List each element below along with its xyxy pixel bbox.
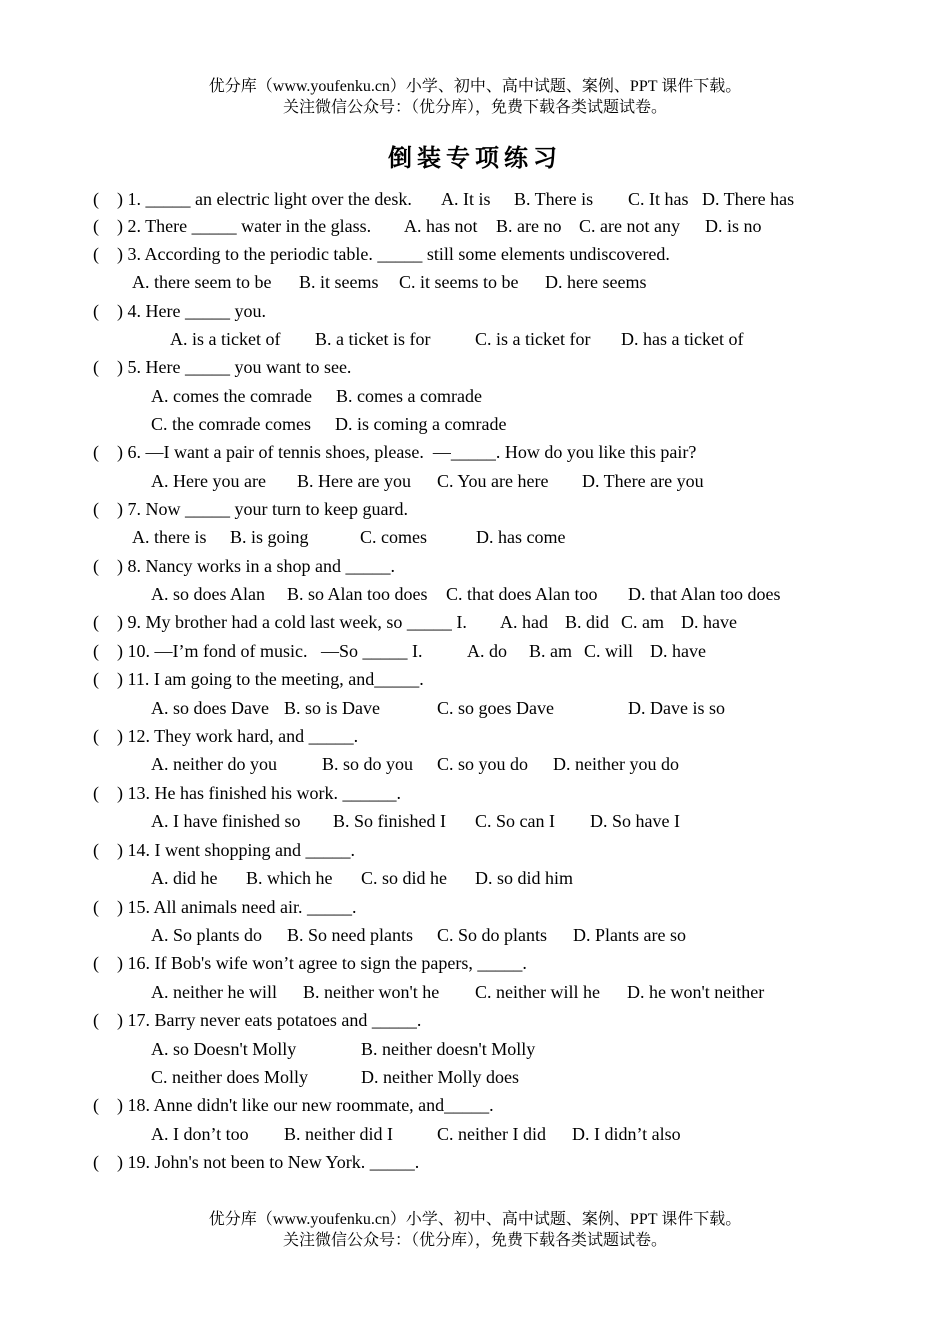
question-stem: ( ) 11. I am going to the meeting, and_____. <box>93 669 424 689</box>
question-1 <box>0 185 795 213</box>
option-d: D. Plants are so <box>573 925 686 945</box>
option-d: D. is coming a comrade <box>335 414 507 434</box>
option-a: A. neither he will <box>151 982 277 1002</box>
question-stem: ( ) 5. Here _____ you want to see. <box>93 357 352 377</box>
option-b: B. So finished I <box>333 811 447 831</box>
option-b: B. Here are you <box>297 471 411 491</box>
question-stem: ( ) 14. I went shopping and _____. <box>93 840 355 860</box>
option-d: D. neither Molly does <box>361 1067 519 1087</box>
option-d: D. I didn’t also <box>572 1124 681 1144</box>
option-b: B. are no <box>496 216 562 236</box>
option-b: B. am <box>529 641 572 661</box>
option-a: A. It is <box>441 189 491 209</box>
option-a: A. I have finished so <box>151 811 301 831</box>
question-6-options <box>0 467 704 495</box>
question-stem: ( ) 1. _____ an electric light over the desk. <box>93 189 412 209</box>
header-line-2: 关注微信公众号：（优分库），免费下载各类试题试卷。 <box>282 99 667 116</box>
option-d: D. has a ticket of <box>621 329 744 349</box>
question-stem: ( ) 4. Here _____ you. <box>93 301 266 321</box>
question-10 <box>0 637 706 665</box>
option-a: A. comes the comrade <box>151 386 312 406</box>
option-a: A. did he <box>151 868 218 888</box>
question-3 <box>0 240 670 268</box>
option-b: B. So need plants <box>287 925 413 945</box>
option-c: C. that does Alan too <box>446 584 598 604</box>
option-d: D. have <box>681 612 737 632</box>
option-a: A. neither do you <box>151 754 277 774</box>
question-9 <box>0 608 737 636</box>
option-d: D. here seems <box>545 272 647 292</box>
footer-line-1: 优分库（www.youfenku.cn）小学、初中、高中试题、案例、PPT 课件下载。 <box>208 1211 742 1228</box>
option-d: D. so did him <box>475 868 574 888</box>
question-3-options <box>0 268 647 296</box>
question-13-options <box>0 807 680 835</box>
option-a: A. there is <box>132 527 207 547</box>
option-c: C. So do plants <box>437 925 548 945</box>
option-a: A. so Doesn't Molly <box>151 1039 297 1059</box>
option-d: D. have <box>650 641 706 661</box>
option-c: C. neither will he <box>475 982 600 1002</box>
option-c: C. the comrade comes <box>151 414 311 434</box>
option-b: B. neither did I <box>284 1124 393 1144</box>
option-b: B. it seems <box>299 272 379 292</box>
question-6 <box>0 438 697 466</box>
option-a: A. is a ticket of <box>170 329 281 349</box>
option-b: B. a ticket is for <box>315 329 431 349</box>
question-7-options <box>0 523 566 551</box>
question-stem: ( ) 15. All animals need air. _____. <box>93 897 357 917</box>
option-c: C. is a ticket for <box>475 329 591 349</box>
question-16-options <box>0 978 765 1006</box>
question-7 <box>0 495 408 523</box>
question-stem: ( ) 13. He has finished his work. ______. <box>93 783 401 803</box>
option-b: B. There is <box>514 189 594 209</box>
question-stem: ( ) 18. Anne didn't like our new roommate, and_____. <box>93 1095 494 1115</box>
question-stem: ( ) 7. Now _____ your turn to keep guard. <box>93 499 408 519</box>
option-b: B. so is Dave <box>284 698 380 718</box>
option-d: D. So have I <box>590 811 680 831</box>
question-5 <box>0 353 352 381</box>
question-16 <box>0 949 527 977</box>
question-8-options <box>0 580 781 608</box>
question-19 <box>0 1148 420 1176</box>
header-line-1: 优分库（www.youfenku.cn）小学、初中、高中试题、案例、PPT 课件下载。 <box>208 78 742 95</box>
question-5-options-ab <box>0 382 482 410</box>
option-d: D. neither you do <box>553 754 679 774</box>
question-stem: ( ) 3. According to the periodic table. _____ still some elements undiscovered. <box>93 244 670 264</box>
option-a: A. had <box>500 612 548 632</box>
option-a: A. has not <box>404 216 478 236</box>
option-d: D. There has <box>702 189 795 209</box>
question-2 <box>0 212 762 240</box>
option-d: D. that Alan too does <box>628 584 781 604</box>
page-title: 倒装专项练习 <box>388 143 562 172</box>
question-14 <box>0 836 355 864</box>
question-stem: ( ) 8. Nancy works in a shop and _____. <box>93 556 395 576</box>
question-stem: ( ) 2. There _____ water in the glass. <box>93 216 372 236</box>
question-17-options-cd <box>0 1063 519 1091</box>
question-5-options-cd <box>0 410 507 438</box>
option-c: C. neither I did <box>437 1124 546 1144</box>
option-b: B. is going <box>230 527 309 547</box>
question-stem: ( ) 17. Barry never eats potatoes and _____. <box>93 1010 422 1030</box>
question-12 <box>0 722 359 750</box>
question-15 <box>0 893 357 921</box>
option-b: B. comes a comrade <box>336 386 482 406</box>
question-17-options-ab <box>0 1035 536 1063</box>
option-a: A. there seem to be <box>132 272 272 292</box>
question-12-options <box>0 750 679 778</box>
option-d: D. There are you <box>582 471 704 491</box>
option-d: D. has come <box>476 527 566 547</box>
question-11-options <box>0 694 725 722</box>
question-18-options <box>0 1120 681 1148</box>
option-b: B. neither doesn't Molly <box>361 1039 536 1059</box>
option-d: D. he won't neither <box>627 982 765 1002</box>
option-b: B. did <box>565 612 610 632</box>
footer-line-2: 关注微信公众号：（优分库），免费下载各类试题试卷。 <box>282 1232 667 1249</box>
option-b: B. so Alan too does <box>287 584 428 604</box>
question-stem: ( ) 16. If Bob's wife won’t agree to sign the papers, _____. <box>93 953 527 973</box>
option-c: C. So can I <box>475 811 555 831</box>
question-stem: ( ) 9. My brother had a cold last week, so _____ I. <box>93 612 467 632</box>
option-d: D. Dave is so <box>628 698 725 718</box>
question-4 <box>0 297 266 325</box>
option-a: A. So plants do <box>151 925 263 945</box>
option-c: C. so did he <box>361 868 448 888</box>
question-stem: ( ) 12. They work hard, and _____. <box>93 726 359 746</box>
option-c: C. are not any <box>579 216 680 236</box>
question-11 <box>0 665 424 693</box>
option-a: A. Here you are <box>151 471 266 491</box>
question-stem: ( ) 19. John's not been to New York. _____. <box>93 1152 420 1172</box>
question-17 <box>0 1006 422 1034</box>
option-d: D. is no <box>705 216 762 236</box>
question-8 <box>0 552 395 580</box>
question-4-options <box>0 325 744 353</box>
option-c: C. comes <box>360 527 427 547</box>
option-c: C. so you do <box>437 754 529 774</box>
option-c: C. It has <box>628 189 689 209</box>
option-c: C. You are here <box>437 471 549 491</box>
question-13 <box>0 779 401 807</box>
question-14-options <box>0 864 574 892</box>
question-stem: ( ) 6. —I want a pair of tennis shoes, please. —_____. How do you like this pair? <box>93 442 697 462</box>
option-b: B. which he <box>246 868 333 888</box>
option-a: A. I don’t too <box>151 1124 249 1144</box>
question-18 <box>0 1091 494 1119</box>
question-15-options <box>0 921 686 949</box>
option-a: A. do <box>467 641 507 661</box>
option-a: A. so does Alan <box>151 584 265 604</box>
option-c: C. will <box>584 641 634 661</box>
option-c: C. neither does Molly <box>151 1067 308 1087</box>
option-b: B. so do you <box>322 754 414 774</box>
option-c: C. am <box>621 612 664 632</box>
option-a: A. so does Dave <box>151 698 269 718</box>
question-stem: ( ) 10. —I’m fond of music. —So _____ I. <box>93 641 423 661</box>
option-c: C. so goes Dave <box>437 698 554 718</box>
option-b: B. neither won't he <box>303 982 440 1002</box>
option-c: C. it seems to be <box>399 272 519 292</box>
